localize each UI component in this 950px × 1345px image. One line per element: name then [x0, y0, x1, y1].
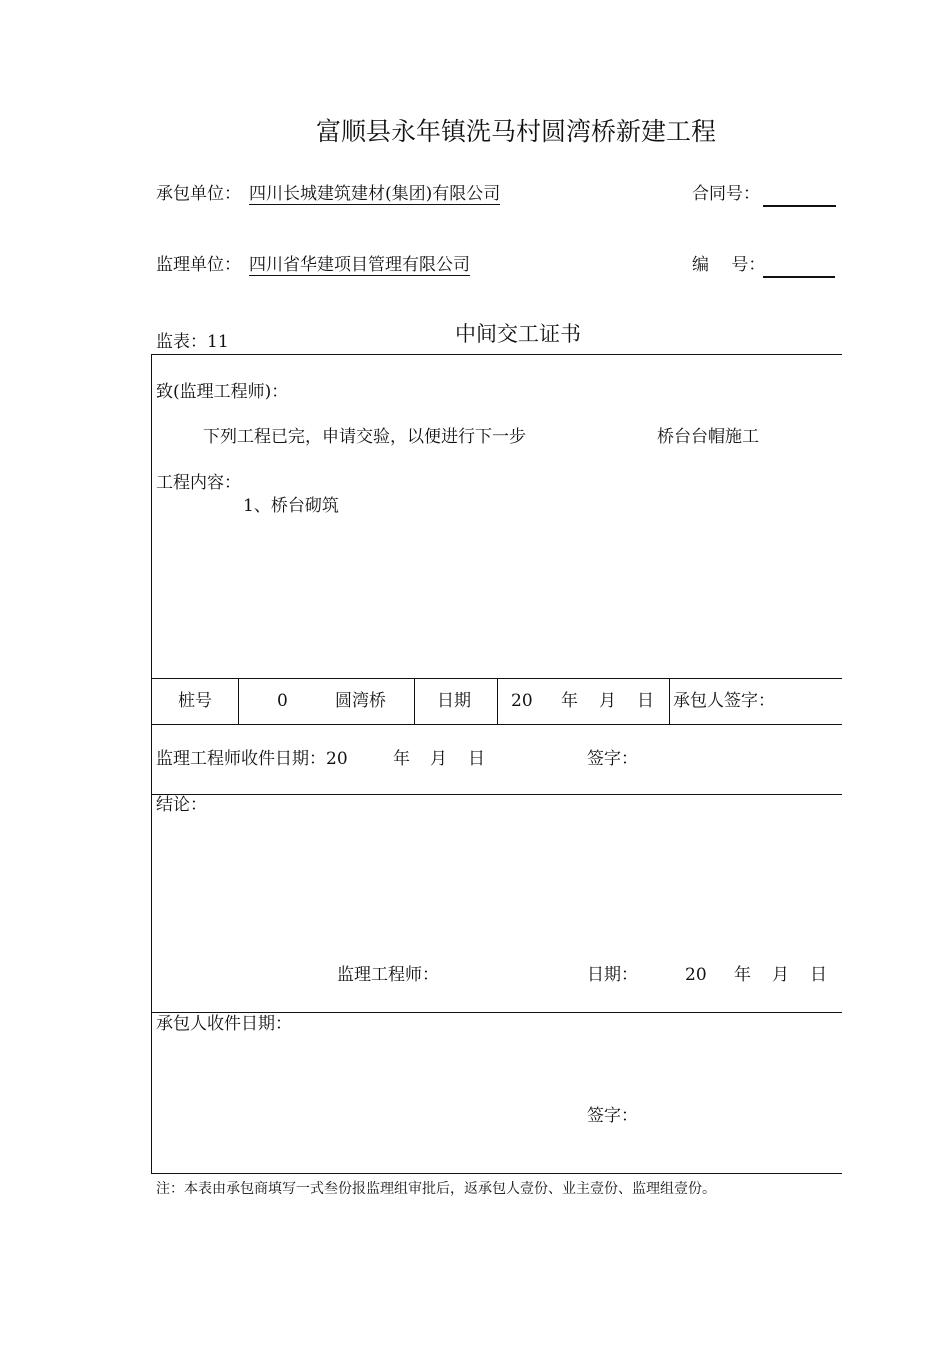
row-divider — [151, 724, 842, 725]
day-char: 日 — [468, 749, 485, 769]
year-char: 年 — [734, 965, 751, 985]
contractor-sign-label: 承包人签字： — [673, 691, 775, 711]
row-divider — [151, 794, 842, 795]
document-title: 富顺县永年镇洗马村圆湾桥新建工程 — [316, 117, 717, 146]
conclusion-label: 结论： — [156, 795, 207, 815]
cell-divider — [497, 678, 498, 724]
contractor-label: 承包单位： — [156, 184, 241, 204]
form-title: 中间交工证书 — [455, 322, 581, 346]
row-divider — [151, 1012, 842, 1013]
year-char: 年 — [561, 691, 578, 711]
year-char: 年 — [393, 749, 410, 769]
serial-no-blank[interactable] — [763, 276, 835, 278]
contractor-receipt-label: 承包人收件日期： — [156, 1014, 292, 1034]
date-year: 20 — [685, 965, 707, 985]
date-label: 日期 — [437, 691, 471, 711]
supervising-engineer-label: 监理工程师： — [337, 965, 439, 985]
station-value: 0 — [277, 691, 288, 711]
month-char: 月 — [772, 965, 789, 985]
contract-no-blank[interactable] — [763, 205, 836, 207]
next-step-text: 桥台台帽施工 — [657, 427, 759, 447]
day-char: 日 — [810, 965, 827, 985]
cell-divider — [414, 678, 415, 724]
table-bottom-border — [151, 1173, 842, 1174]
table-left-border — [151, 354, 152, 1174]
supervisor-name: 四川省华建项目管理有限公司 — [249, 255, 470, 275]
month-char: 月 — [599, 691, 616, 711]
table-top-border — [151, 354, 842, 355]
engineer-receipt-label: 监理工程师收件日期：20 — [156, 749, 348, 769]
contractor-name: 四川长城建筑建材(集团)有限公司 — [249, 184, 501, 204]
date-year: 20 — [511, 691, 533, 711]
station-name: 圆湾桥 — [335, 691, 386, 711]
station-label: 桩号 — [178, 691, 212, 711]
engineer-sign-label: 签字： — [587, 749, 638, 769]
contractor-receipt-sign-label: 签字： — [587, 1106, 638, 1126]
month-char: 月 — [430, 749, 447, 769]
request-text: 下列工程已完，申请交验，以便进行下一步 — [203, 427, 526, 447]
to-engineer-label: 致(监理工程师)： — [156, 382, 289, 402]
day-char: 日 — [637, 691, 654, 711]
conclusion-date-label: 日期： — [587, 965, 638, 985]
footer-note: 注：本表由承包商填写一式叁份报监理组审批后，返承包人壹份、业主壹份、监理组壹份。 — [156, 1181, 716, 1197]
serial-no-label: 编 号： — [692, 255, 766, 275]
cell-divider — [669, 678, 670, 724]
contract-no-label: 合同号： — [692, 184, 760, 204]
supervisor-label: 监理单位： — [156, 255, 241, 275]
work-content-label: 工程内容： — [156, 473, 241, 493]
form-number: 监表：11 — [156, 332, 229, 352]
cell-divider — [238, 678, 239, 724]
work-content-item: 1、桥台砌筑 — [243, 496, 339, 516]
